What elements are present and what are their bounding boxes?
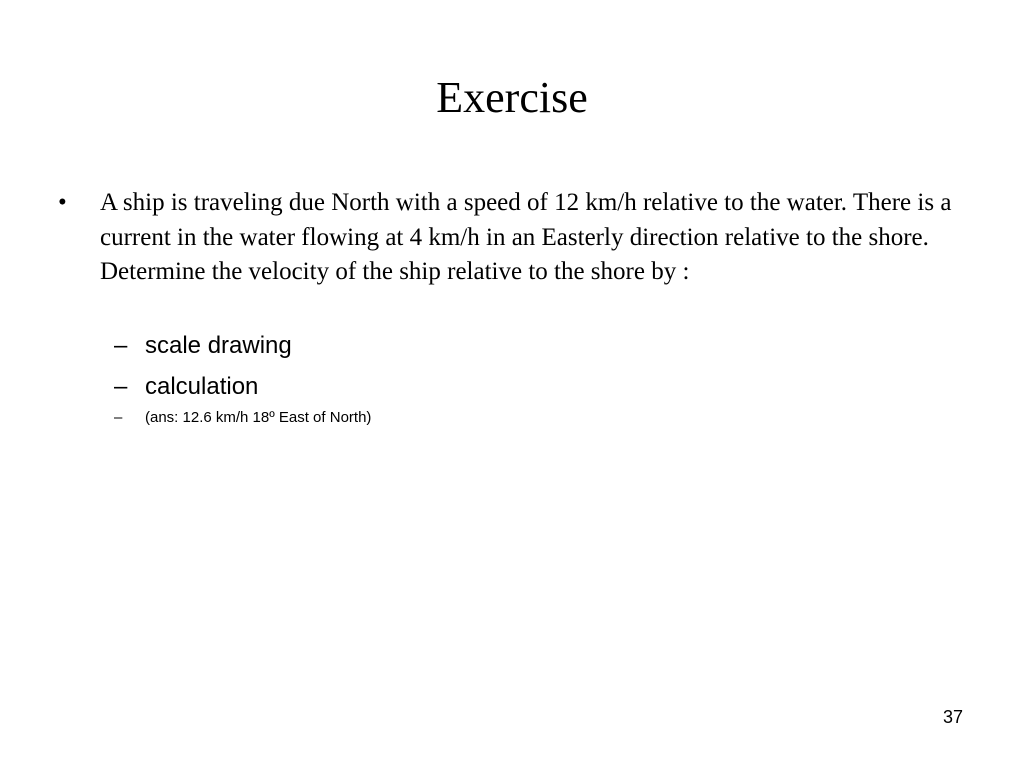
sub-item-marker: – bbox=[114, 409, 123, 426]
sub-item-marker: – bbox=[114, 332, 128, 359]
sub-item-text: scale drawing bbox=[145, 332, 292, 359]
bullet-marker: • bbox=[58, 189, 67, 216]
sub-item-text: calculation bbox=[145, 373, 259, 400]
page-number: 37 bbox=[942, 707, 963, 727]
sub-item-marker: – bbox=[114, 373, 128, 400]
sub-item-text: (ans: 12.6 km/h 18º East of North) bbox=[145, 409, 372, 426]
slide-title: Exercise bbox=[436, 73, 588, 122]
bullet-text: A ship is traveling due North with a speed of 12 km/h relative to the water. There is a current in the water flowing at 4 km/h in an Easterly direction relative to the shore. Determine the velocity of the ship relative to the shore by : bbox=[100, 189, 952, 285]
